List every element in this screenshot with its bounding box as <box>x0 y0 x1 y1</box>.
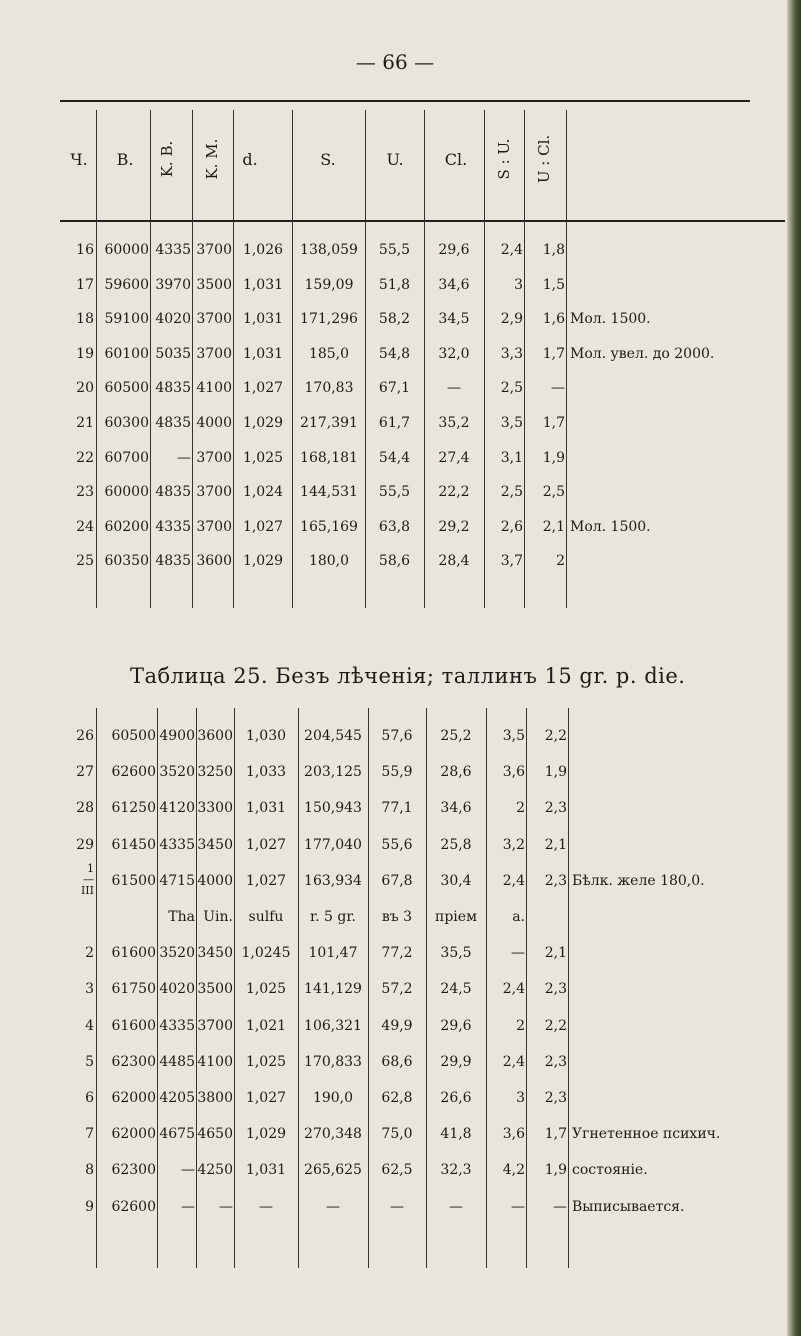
page-number: — 66 — <box>355 50 435 74</box>
table-cell: 28,6 <box>440 764 472 781</box>
table-cell: 2 <box>85 945 94 962</box>
table-cell: 1,6 <box>542 311 565 328</box>
table-cell: 2,1 <box>542 518 565 535</box>
col-line <box>234 708 235 1268</box>
col-line <box>96 708 97 1268</box>
table-cell: 3700 <box>196 242 232 258</box>
table-cell: 3,5 <box>500 415 523 431</box>
table-cell: — <box>447 380 461 397</box>
table-cell: 24 <box>76 518 94 535</box>
row-note: Выписывается. <box>572 1198 685 1215</box>
table-cell: 17 <box>76 276 94 293</box>
table-cell: 3500 <box>197 981 233 998</box>
table-cell: 150,943 <box>304 800 362 817</box>
table-cell: 1,5 <box>542 276 565 293</box>
table-cell: — <box>177 449 191 466</box>
header-bottom-rule <box>60 220 785 222</box>
table-cell: 4715 <box>159 872 195 889</box>
table-cell: 1,029 <box>242 553 284 570</box>
table-cell: 62000 <box>111 1090 156 1106</box>
table-cell: 4000 <box>197 872 233 889</box>
table-cell: 3520 <box>159 945 195 962</box>
table-cell: 168,181 <box>300 449 358 466</box>
table-cell: 170,833 <box>304 1053 362 1070</box>
table-cell: — <box>326 1198 340 1215</box>
table-cell: 1,0245 <box>241 945 291 962</box>
table-cell: 4835 <box>155 380 191 397</box>
table-cell: 60000 <box>104 242 149 258</box>
table-cell: 25,8 <box>440 836 472 853</box>
table-cell: 4100 <box>197 1053 233 1070</box>
table-cell: 26 <box>76 728 94 744</box>
table-cell: 2,2 <box>544 1017 567 1034</box>
table-cell: — <box>219 1198 233 1215</box>
table-cell: 2,3 <box>544 981 567 998</box>
table-cell: — <box>449 1198 463 1215</box>
table-cell: 60300 <box>104 415 149 431</box>
table-cell: 29,2 <box>438 518 470 535</box>
table-cell: 3,7 <box>500 553 523 570</box>
table-cell: 9 <box>85 1198 94 1215</box>
table-cell: 1,030 <box>245 728 287 744</box>
table-cell: 2,2 <box>544 728 567 744</box>
table-cell: 21 <box>76 415 94 431</box>
table-cell: 55,5 <box>378 484 411 501</box>
table-cell: 34,6 <box>440 800 472 817</box>
table-cell: 62300 <box>111 1162 156 1179</box>
table-cell: 1,031 <box>245 800 287 817</box>
col-line <box>292 110 293 608</box>
table-cell: 18 <box>76 311 94 328</box>
table-cell: пріем <box>435 909 477 925</box>
row-note: Мол. увел. до 2000. <box>570 345 715 362</box>
table-cell: 63,8 <box>378 518 411 535</box>
table-cell: 61500 <box>111 872 156 889</box>
table-cell: 26,6 <box>440 1090 472 1106</box>
table-cell: 138,059 <box>300 242 358 258</box>
table-cell: 55,6 <box>381 836 413 853</box>
table-cell: — <box>181 1162 195 1179</box>
table-cell: 60350 <box>104 553 149 570</box>
header-km: K. M. <box>203 138 221 180</box>
table-cell: 29 <box>76 836 94 853</box>
table-cell: — <box>511 945 525 962</box>
table-cell: 58,6 <box>378 553 411 570</box>
table-cell: 25 <box>76 553 94 570</box>
table-cell: 62300 <box>111 1053 156 1070</box>
header-d: d. <box>242 150 258 169</box>
table-cell: 8 <box>85 1162 94 1179</box>
table-cell: 34,6 <box>438 276 470 293</box>
table-cell: 2,1 <box>544 945 567 962</box>
table-cell: 62600 <box>111 764 156 781</box>
table-cell: 4,2 <box>502 1162 525 1179</box>
table-cell: 60100 <box>104 345 149 362</box>
table-cell: 62600 <box>111 1198 156 1215</box>
table-cell: r. 5 gr. <box>310 909 356 925</box>
table-cell: 25,2 <box>440 728 472 744</box>
header-s: S. <box>320 150 336 169</box>
table-cell: 61250 <box>111 800 156 817</box>
table-cell: 5 <box>85 1053 94 1070</box>
table-cell: 1,9 <box>544 1162 567 1179</box>
header-b: B. <box>116 150 134 169</box>
table-cell: 1,7 <box>542 345 565 362</box>
table-cell: 55,5 <box>378 242 411 258</box>
table-cell: 4835 <box>155 484 191 501</box>
col-line <box>568 708 569 1268</box>
table-cell: 67,8 <box>381 872 413 889</box>
table-cell: 141,129 <box>304 981 362 998</box>
header-top-rule <box>60 100 750 102</box>
table-cell: 75,0 <box>381 1126 413 1143</box>
table-cell: 265,625 <box>304 1162 362 1179</box>
table-cell: 28,4 <box>438 553 470 570</box>
table-cell: 2 <box>516 800 525 817</box>
table-cell: 1,024 <box>242 484 284 501</box>
table-cell: 101,47 <box>308 945 358 962</box>
table-cell: 28 <box>76 800 94 817</box>
table-cell: 1,031 <box>245 1162 287 1179</box>
table-cell: 60200 <box>104 518 149 535</box>
table-cell: 2,5 <box>500 380 523 397</box>
table-cell: 3450 <box>197 836 233 853</box>
table-cell: 23 <box>76 484 94 501</box>
table-cell: 58,2 <box>378 311 411 328</box>
table-cell: 24,5 <box>440 981 472 998</box>
table-cell: 1,029 <box>242 415 284 431</box>
table-cell: 204,545 <box>304 728 362 744</box>
table-cell: — <box>181 1198 195 1215</box>
table-cell: 1,027 <box>242 518 284 535</box>
table-cell: 3,5 <box>502 728 525 744</box>
table-cell: 3700 <box>196 449 232 466</box>
table-cell: 4835 <box>155 553 191 570</box>
table-cell: 1,9 <box>544 764 567 781</box>
table-cell: 1,7 <box>544 1126 567 1143</box>
page-edge <box>787 0 801 1336</box>
table-cell: 61600 <box>111 945 156 962</box>
table-cell: 61750 <box>111 981 156 998</box>
table-cell: 20 <box>76 380 94 397</box>
header-s-u: S : U. <box>495 138 513 180</box>
table-cell: Uin. <box>203 909 233 925</box>
table-cell: 68,6 <box>381 1053 413 1070</box>
table-cell: Tha <box>168 909 195 925</box>
table-cell: 3,3 <box>500 345 523 362</box>
table-cell: 59600 <box>104 276 149 293</box>
table-cell: 60700 <box>104 449 149 466</box>
table-cell: 61450 <box>111 836 156 853</box>
row-note: Мол. 1500. <box>570 311 651 328</box>
table-cell: 59100 <box>104 311 149 328</box>
table-cell: 29,6 <box>440 1017 472 1034</box>
header-u: U. <box>386 150 404 169</box>
table-cell: 217,391 <box>300 415 358 431</box>
table-cell: 62,5 <box>381 1162 413 1179</box>
table-cell: 61,7 <box>378 415 411 431</box>
table-cell: 34,5 <box>438 311 470 328</box>
table-cell: 106,321 <box>304 1017 362 1034</box>
table-25-title: Таблица 25. Безъ лѣченія; таллинъ 15 gr. p. die. <box>130 664 686 688</box>
table-cell: 60500 <box>104 380 149 397</box>
table-cell: 1,033 <box>245 764 287 781</box>
table-cell: 4020 <box>159 981 195 998</box>
table-cell: 55,9 <box>381 764 413 781</box>
table-cell: 2,4 <box>502 1053 525 1070</box>
table-cell: 27 <box>76 764 94 781</box>
table-cell: 3600 <box>196 553 232 570</box>
table-cell: 2 <box>516 1017 525 1034</box>
table-cell: — <box>553 1198 567 1215</box>
table-cell: 144,531 <box>300 484 358 501</box>
table-cell: 203,125 <box>304 764 362 781</box>
table-cell: 1,031 <box>242 276 284 293</box>
table-cell: 51,8 <box>378 276 411 293</box>
table-cell: 171,296 <box>300 311 358 328</box>
table-cell: 3450 <box>197 945 233 962</box>
table-cell: 3,1 <box>500 449 523 466</box>
table-cell: 4335 <box>159 1017 195 1034</box>
table-cell: 57,2 <box>381 981 413 998</box>
table-cell: 3700 <box>197 1017 233 1034</box>
table-cell: 5035 <box>155 345 191 362</box>
table-cell: 27,4 <box>438 449 470 466</box>
table-cell: 1,8 <box>542 242 565 258</box>
col-line <box>233 110 234 608</box>
table-cell: 3600 <box>197 728 233 744</box>
table-cell: 4250 <box>197 1162 233 1179</box>
table-cell: а. <box>512 909 525 925</box>
table-cell: 1,9 <box>542 449 565 466</box>
row-note: Бѣлк. желе 180,0. <box>572 872 705 889</box>
table-cell: 61600 <box>111 1017 156 1034</box>
table-cell: 3970 <box>155 276 191 293</box>
table-cell: 4000 <box>196 415 232 431</box>
table-cell: 4650 <box>197 1126 233 1143</box>
col-line <box>298 708 299 1268</box>
table-cell: 2,9 <box>500 311 523 328</box>
table-cell: 4100 <box>196 380 232 397</box>
table-cell: 2,4 <box>502 981 525 998</box>
table-cell: 185,0 <box>308 345 350 362</box>
table-cell: 1,029 <box>245 1126 287 1143</box>
table-cell: 32,3 <box>440 1162 472 1179</box>
table-cell: 4335 <box>155 242 191 258</box>
table-cell: 29,9 <box>440 1053 472 1070</box>
table-cell: 30,4 <box>440 872 472 889</box>
table-cell: 180,0 <box>308 553 350 570</box>
table-cell: 2,3 <box>544 800 567 817</box>
row-note: Мол. 1500. <box>570 518 651 535</box>
table-cell: 54,4 <box>378 449 411 466</box>
table-cell: 35,2 <box>438 415 470 431</box>
table-cell: 1,031 <box>242 311 284 328</box>
table-cell: 170,83 <box>304 380 354 397</box>
table-cell: 4205 <box>159 1090 195 1106</box>
col-line <box>566 110 567 608</box>
table-cell: 22,2 <box>438 484 470 501</box>
table-cell: 177,040 <box>304 836 362 853</box>
table-cell: 3300 <box>197 800 233 817</box>
table-cell: 4335 <box>155 518 191 535</box>
table-cell: 62,8 <box>381 1090 413 1106</box>
table-cell: 190,0 <box>312 1090 354 1106</box>
table-cell: sulfu <box>248 909 284 925</box>
table-cell: 4900 <box>159 728 195 744</box>
table-cell: 2,5 <box>500 484 523 501</box>
table-cell: 2,4 <box>502 872 525 889</box>
table-cell: 3 <box>516 1090 525 1106</box>
row-note: состояніе. <box>572 1162 648 1179</box>
table-cell: 4835 <box>155 415 191 431</box>
table-cell: 4485 <box>159 1053 195 1070</box>
header-cl: Cl. <box>444 150 468 169</box>
table-cell: 159,09 <box>304 276 354 293</box>
table-cell: 16 <box>76 242 94 258</box>
table-cell: 32,0 <box>438 345 470 362</box>
table-cell: 4 <box>85 1017 94 1034</box>
table-cell: 3700 <box>196 311 232 328</box>
table-cell: — <box>511 1198 525 1215</box>
table-cell: 3520 <box>159 764 195 781</box>
table-cell: 3 <box>85 981 94 998</box>
header-ch: Ч. <box>70 150 88 169</box>
table-cell: 60500 <box>111 728 156 744</box>
table-cell: 1,031 <box>242 345 284 362</box>
table-cell: 2,5 <box>542 484 565 501</box>
table-cell: 2,1 <box>544 836 567 853</box>
table-cell: въ 3 <box>381 909 413 925</box>
header-u-cl: U : Cl. <box>535 134 553 184</box>
table-cell: 3700 <box>196 518 232 535</box>
table-cell: — <box>390 1198 404 1215</box>
table-cell: 41,8 <box>440 1126 472 1143</box>
table-cell: 62000 <box>111 1126 156 1143</box>
table-cell: 77,2 <box>381 945 413 962</box>
table-cell: 4335 <box>159 836 195 853</box>
table-cell: 29,6 <box>438 242 470 258</box>
table-cell: 22 <box>76 449 94 466</box>
table-cell: 2,6 <box>500 518 523 535</box>
table-cell: 2,3 <box>544 1090 567 1106</box>
table-cell: 1,027 <box>242 380 284 397</box>
table-cell: — <box>259 1198 273 1215</box>
table-cell: 1,7 <box>542 415 565 431</box>
table-cell: 270,348 <box>304 1126 362 1143</box>
table-cell: 19 <box>76 345 94 362</box>
table-cell: 1,027 <box>245 836 287 853</box>
table-cell: 1,027 <box>245 1090 287 1106</box>
table-cell: 3 <box>514 276 523 293</box>
table-cell: 163,934 <box>304 872 362 889</box>
table-cell: 2,4 <box>500 242 523 258</box>
table-cell: 1,027 <box>245 872 287 889</box>
table-cell: 1 — III <box>80 861 94 897</box>
table-cell: 2,3 <box>544 1053 567 1070</box>
table-cell: 57,6 <box>381 728 413 744</box>
table-cell: 60000 <box>104 484 149 501</box>
table-cell: 1,026 <box>242 242 284 258</box>
table-cell: — <box>551 380 565 397</box>
table-cell: 3700 <box>196 345 232 362</box>
table-cell: 77,1 <box>381 800 413 817</box>
table-cell: 4020 <box>155 311 191 328</box>
table-cell: 3500 <box>196 276 232 293</box>
table-cell: 3700 <box>196 484 232 501</box>
table-cell: 49,9 <box>381 1017 413 1034</box>
table-cell: 4675 <box>159 1126 195 1143</box>
table-cell: 165,169 <box>300 518 358 535</box>
table-cell: 4120 <box>159 800 195 817</box>
table-cell: 3250 <box>197 764 233 781</box>
table-cell: 1,025 <box>245 981 287 998</box>
table-cell: 1,021 <box>245 1017 287 1034</box>
table-cell: 3800 <box>197 1090 233 1106</box>
table-cell: 35,5 <box>440 945 472 962</box>
table-cell: 54,8 <box>378 345 411 362</box>
table-cell: 1,025 <box>242 449 284 466</box>
table-cell: 6 <box>85 1090 94 1106</box>
table-cell: 2,3 <box>544 872 567 889</box>
row-note: Угнетенное психич. <box>572 1126 721 1143</box>
table-cell: 3,2 <box>502 836 525 853</box>
table-cell: 3,6 <box>502 764 525 781</box>
table-cell: 7 <box>85 1126 94 1143</box>
table-cell: 3,6 <box>502 1126 525 1143</box>
header-kb: K. B. <box>158 140 176 178</box>
table-cell: 67,1 <box>378 380 411 397</box>
table-cell: 1,025 <box>245 1053 287 1070</box>
table-cell: 2 <box>556 553 565 570</box>
